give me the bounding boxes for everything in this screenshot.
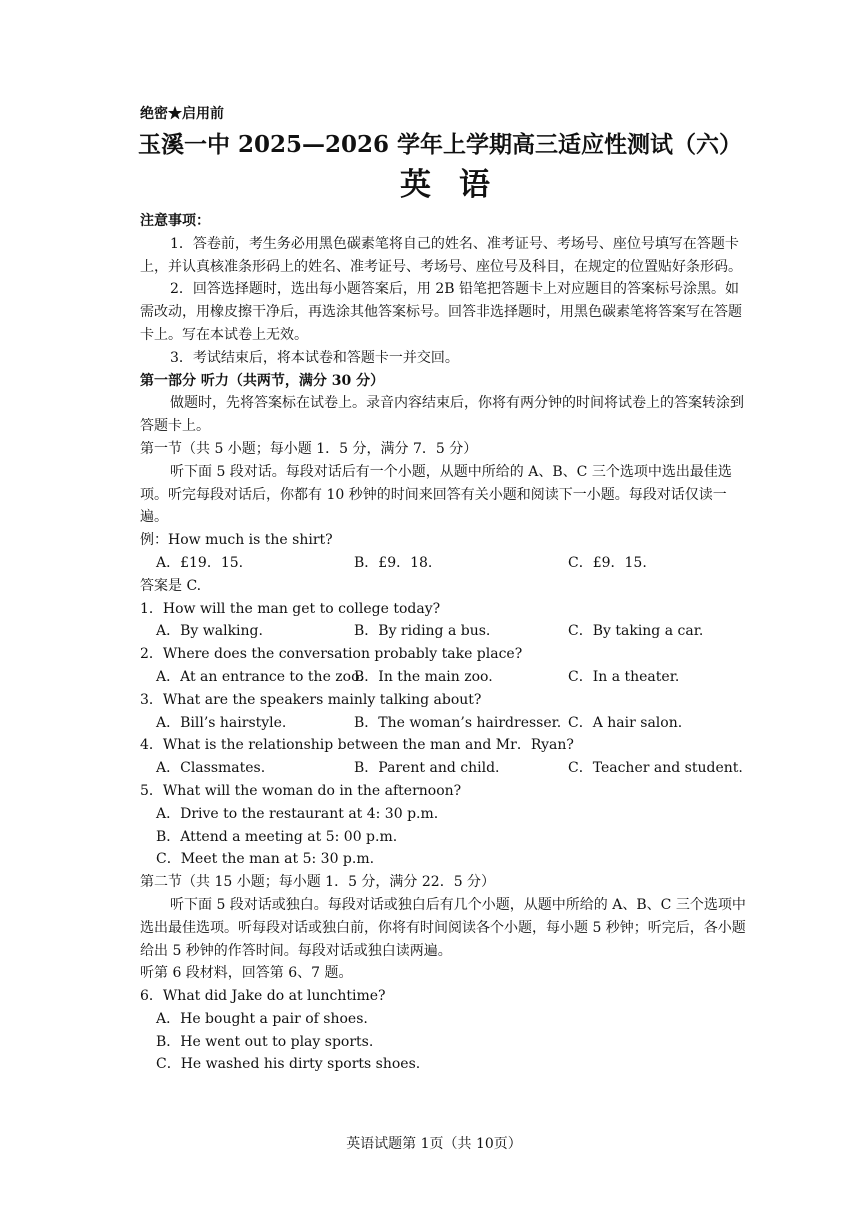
q3-option-a: A．Bill’s hairstyle. <box>156 714 287 731</box>
question-2-options <box>140 666 750 689</box>
question-4: 4．What is the relationship between the man and Mr．Ryan? <box>140 737 574 754</box>
page-content <box>137 104 750 1076</box>
question-4-options <box>140 757 750 780</box>
part1-heading: 第一部分 听力（共两节，满分 30 分） <box>140 372 385 389</box>
example-options <box>140 552 750 575</box>
q4-option-c: C．Teacher and student. <box>568 760 743 777</box>
example-question: 例：How much is the shirt? <box>140 532 333 549</box>
q5-option-c: C．Meet the man at 5: 30 p.m. <box>156 851 375 868</box>
question-3: 3．What are the speakers mainly talking about? <box>140 691 482 708</box>
example-answer: 答案是 C. <box>140 577 202 594</box>
q2-option-b: B．In the main zoo. <box>354 668 493 685</box>
notice-item-3: 3．考试结束后，将本试卷和答题卡一并交回。 <box>170 349 459 366</box>
q2-option-a: A．At an entrance to the zoo. <box>156 668 364 685</box>
q2-option-c: C．In a theater. <box>568 668 680 685</box>
q4-option-b: B．Parent and child. <box>354 760 500 777</box>
notice-item-2: 2．回答选择题时，选出每小题答案后，用 2B 铅笔把答题卡上对应题目的答案标号涂黑。如需改动，用橡皮擦干净后，再选涂其他答案标号。回答非选择题时，用黑色碳素笔将答案写在答题卡上。写在本试卷上无效。 <box>140 281 742 343</box>
section1-heading: 第一节（共 5 小题；每小题 1．5 分，满分 7．5 分） <box>140 440 478 457</box>
q6-option-c: C．He washed his dirty sports shoes. <box>156 1056 421 1073</box>
q3-option-c: C．A hair salon. <box>568 714 683 731</box>
section1-intro: 听下面 5 段对话。每段对话后有一个小题，从题中所给的 A、B、C 三个选项中选出最佳选项。听完每段对话后，你都有 10 秒钟的时间来回答有关小题和阅读下一小题。每段对话仅读一遍。 <box>140 463 732 526</box>
q6-option-b: B．He went out to play sports. <box>156 1033 374 1050</box>
q3-option-b: B．The woman’s hairdresser. <box>354 714 562 731</box>
question-2: 2．Where does the conversation probably take place? <box>140 646 523 663</box>
section2-intro: 听下面 5 段对话或独白。每段对话或独白后有几个小题，从题中所给的 A、B、C 三个选项中选出最佳选项。听每段对话或独白前，你将有时间阅读各个小题，每小题 5 秒钟；听完后，各小题给出 5 秒钟的作答时间。每段对话或独白读两遍。 <box>140 896 746 959</box>
exam-title: 玉溪一中 2025—2026 学年上学期高三适应性测试（六） <box>137 131 743 158</box>
section2-heading: 第二节（共 15 小题；每小题 1．5 分，满分 22．5 分） <box>140 874 496 891</box>
example-option-c: C．£9．15. <box>568 554 647 571</box>
notice-item-1: 1．答卷前，考生务必用黑色碳素笔将自己的姓名、准考证号、考场号、座位号填写在答题卡上，并认真核准条形码上的姓名、准考证号、考场号、座位号及科目，在规定的位置贴好条形码。 <box>140 235 742 275</box>
q1-option-a: A．By walking. <box>156 623 263 640</box>
question-1: 1．How will the man get to college today? <box>140 600 441 617</box>
q5-option-b: B．Attend a meeting at 5: 00 p.m. <box>156 828 398 845</box>
material-6-instruction: 听第 6 段材料，回答第 6、7 题。 <box>140 965 353 982</box>
example-option-b: B．£9．18. <box>354 554 433 571</box>
example-option-a: A．£19．15. <box>156 554 244 571</box>
subject-title: 英语 <box>400 167 518 203</box>
part1-intro: 做题时，先将答案标在试卷上。录音内容结束后，你将有两分钟的时间将试卷上的答案转涂到答题卡上。 <box>140 395 744 435</box>
notice-heading: 注意事项： <box>140 213 210 229</box>
question-1-options <box>140 620 750 643</box>
q1-option-b: B．By riding a bus. <box>354 623 491 640</box>
question-6: 6．What did Jake do at lunchtime? <box>140 988 386 1005</box>
question-5: 5．What will the woman do in the afternoon? <box>140 782 462 799</box>
page-footer: 英语试题第 1页（共 10页） <box>346 1136 522 1152</box>
question-3-options <box>140 712 750 735</box>
q5-option-a: A．Drive to the restaurant at 4: 30 p.m. <box>156 805 439 822</box>
secret-label: 绝密★启用前 <box>140 106 224 122</box>
q6-option-a: A．He bought a pair of shoes. <box>156 1010 368 1027</box>
q1-option-c: C．By taking a car. <box>568 623 704 640</box>
q4-option-a: A．Classmates. <box>156 760 266 777</box>
